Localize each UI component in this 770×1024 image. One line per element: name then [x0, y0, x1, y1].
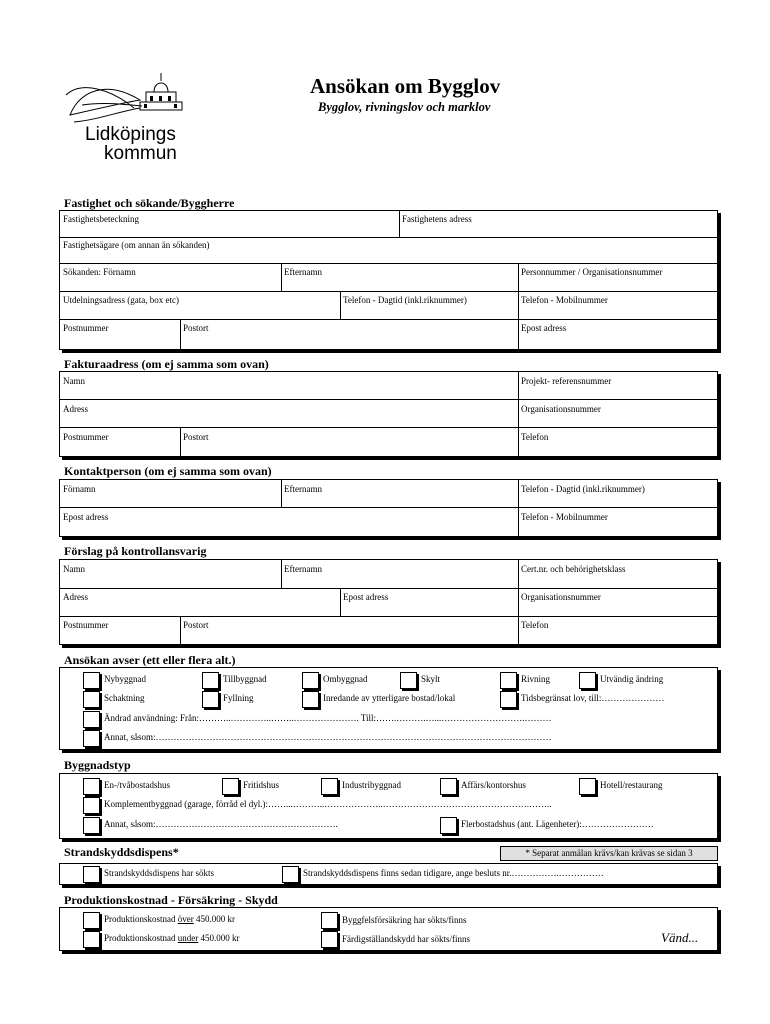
invoice-postort-field[interactable]: Postort	[183, 432, 209, 442]
applicant-table	[59, 210, 718, 350]
telefon-mobil-field[interactable]: Telefon - Mobilnummer	[521, 295, 608, 305]
nybyggnad-label: Nybyggnad	[104, 674, 146, 684]
strandskydd-sokts-label: Strandskyddsdispens har sökts	[104, 868, 214, 878]
industribyggnad-label: Industribyggnad	[342, 780, 401, 790]
section-heading-invoice: Fakturaadress (om ej samma som ovan)	[64, 357, 269, 371]
komplementbyggnad-checkbox[interactable]	[83, 797, 100, 814]
section-heading-inspector: Förslag på kontrollansvarig	[64, 544, 207, 558]
schaktning-label: Schaktning	[104, 693, 145, 703]
contact-telefon-dagtid-field[interactable]: Telefon - Dagtid (inkl.riknummer)	[521, 484, 645, 494]
invoice-telefon-field[interactable]: Telefon	[521, 432, 549, 442]
andrad-anvandning-label: Ändrad användning: Från:………..…………..……..…………………. Till:…….……….…...……………………….………	[104, 713, 552, 723]
inredande-checkbox[interactable]	[302, 691, 319, 708]
section-heading-production: Produktionskostnad - Försäkring - Skydd	[64, 893, 278, 907]
affars-kontorshus-label: Affärs/kontorshus	[461, 780, 526, 790]
contact-telefon-mobil-field[interactable]: Telefon - Mobilnummer	[521, 512, 608, 522]
separate-notice-note: * Separat anmälan krävs/kan krävas se sidan 3	[500, 846, 718, 861]
skylt-checkbox[interactable]	[400, 672, 417, 689]
fritidshus-label: Fritidshus	[243, 780, 280, 790]
tidsbegransat-checkbox[interactable]	[500, 691, 517, 708]
contact-fornamn-field[interactable]: Förnamn	[63, 484, 96, 494]
inspector-cert-field[interactable]: Cert.nr. och behörighetsklass	[521, 564, 626, 574]
ombyggnad-checkbox[interactable]	[302, 672, 319, 689]
invoice-namn-field[interactable]: Namn	[63, 376, 85, 386]
annat-building-checkbox[interactable]	[83, 817, 100, 834]
invoice-postnummer-field[interactable]: Postnummer	[63, 432, 109, 442]
affars-kontorshus-checkbox[interactable]	[440, 778, 457, 795]
invoice-projekt-field[interactable]: Projekt- referensnummer	[521, 376, 612, 386]
flerbostadshus-checkbox[interactable]	[440, 817, 457, 834]
personnummer-field[interactable]: Personnummer / Organisationsnummer	[521, 267, 663, 277]
tillbyggnad-label: Tillbyggnad	[223, 674, 267, 684]
hotell-restaurang-checkbox[interactable]	[579, 778, 596, 795]
turn-page-label: Vänd...	[661, 930, 699, 945]
industribyggnad-checkbox[interactable]	[321, 778, 338, 795]
fastighetens-adress-field[interactable]: Fastighetens adress	[402, 214, 472, 224]
schaktning-checkbox[interactable]	[83, 691, 100, 708]
byggfelsforsakring-checkbox[interactable]	[321, 912, 338, 929]
inspector-adress-field[interactable]: Adress	[63, 592, 88, 602]
produktionskostnad-under-checkbox[interactable]	[83, 931, 100, 948]
sokanden-efternamn-field[interactable]: Efternamn	[284, 267, 322, 277]
produktionskostnad-over-checkbox[interactable]	[83, 912, 100, 929]
section-heading-contact: Kontaktperson (om ej samma som ovan)	[64, 464, 272, 478]
section-heading-shoreline: Strandskyddsdispens*	[64, 845, 179, 859]
telefon-dagtid-field[interactable]: Telefon - Dagtid (inkl.riknummer)	[343, 295, 467, 305]
fastighetsbeteckning-field[interactable]: Fastighetsbeteckning	[63, 214, 139, 224]
inspector-table	[59, 559, 718, 645]
strandskydd-finns-label: Strandskyddsdispens finns sedan tidigare, ange besluts nr.…………….……………	[303, 868, 604, 878]
section-heading-building-type: Byggnadstyp	[64, 758, 131, 772]
invoice-orgnr-field[interactable]: Organisationsnummer	[521, 404, 601, 414]
inspector-postnummer-field[interactable]: Postnummer	[63, 620, 109, 630]
page-title: Ansökan om Bygglov	[310, 74, 501, 98]
annat-building-label: Annat, såsom:…………………………………………………….	[104, 819, 338, 829]
inspector-telefon-field[interactable]: Telefon	[521, 620, 549, 630]
utvandig-andring-checkbox[interactable]	[579, 672, 596, 689]
fardigstallandeskydd-label: Färdigställandskydd har sökts/finns	[342, 934, 470, 944]
rivning-checkbox[interactable]	[500, 672, 517, 689]
utvandig-andring-label: Utvändig ändring	[600, 674, 664, 684]
postnummer-field[interactable]: Postnummer	[63, 323, 109, 333]
inspector-epost-field[interactable]: Epost adress	[343, 592, 389, 602]
inredande-label: Inredande av ytterligare bostad/lokal	[323, 693, 456, 703]
rivning-label: Rivning	[521, 674, 551, 684]
fyllning-checkbox[interactable]	[202, 691, 219, 708]
strandskydd-sokts-checkbox[interactable]	[83, 866, 100, 883]
skylt-label: Skylt	[421, 674, 441, 684]
tillbyggnad-checkbox[interactable]	[202, 672, 219, 689]
fardigstallandeskydd-checkbox[interactable]	[321, 931, 338, 948]
hotell-restaurang-label: Hotell/restaurang	[600, 780, 663, 790]
section-heading-application: Ansökan avser (ett eller flera alt.)	[64, 653, 236, 667]
fastighetsagare-field[interactable]: Fastighetsägare (om annan än sökanden)	[63, 240, 210, 250]
logo-text-1: Lidköpings	[85, 124, 176, 145]
epost-field[interactable]: Epost adress	[521, 323, 567, 333]
en-tva-bostadshus-label: En-/tvåbostadshus	[104, 780, 170, 790]
invoice-table	[59, 371, 718, 457]
annat-application-checkbox[interactable]	[83, 730, 100, 747]
ombyggnad-label: Ombyggnad	[323, 674, 368, 684]
invoice-adress-field[interactable]: Adress	[63, 404, 88, 414]
strandskydd-finns-checkbox[interactable]	[282, 866, 299, 883]
section-heading-applicant: Fastighet och sökande/Byggherre	[64, 196, 235, 210]
contact-epost-field[interactable]: Epost adress	[63, 512, 109, 522]
contact-table	[59, 479, 718, 537]
inspector-namn-field[interactable]: Namn	[63, 564, 85, 574]
inspector-efternamn-field[interactable]: Efternamn	[284, 564, 322, 574]
sokanden-fornamn-field[interactable]: Sökanden: Förnamn	[63, 267, 136, 277]
produktionskostnad-over-label: Produktionskostnad över 450.000 kr	[104, 914, 236, 924]
fritidshus-checkbox[interactable]	[222, 778, 239, 795]
postort-field[interactable]: Postort	[183, 323, 209, 333]
byggfelsforsakring-label: Byggfelsförsäkring har sökts/finns	[342, 915, 467, 925]
en-tva-bostadshus-checkbox[interactable]	[83, 778, 100, 795]
andrad-anvandning-checkbox[interactable]	[83, 711, 100, 728]
tidsbegransat-label: Tidsbegränsat lov, till:…………………	[521, 693, 665, 703]
inspector-postort-field[interactable]: Postort	[183, 620, 209, 630]
fyllning-label: Fyllning	[223, 693, 254, 703]
page-subtitle: Bygglov, rivningslov och marklov	[318, 100, 491, 114]
nybyggnad-checkbox[interactable]	[83, 672, 100, 689]
annat-application-label: Annat, såsom:……………………………………………………………………………………………………………………	[104, 732, 552, 742]
komplementbyggnad-label: Komplementbyggnad (garage, förråd el dyl.):……...………..………………..………………………………………….……..	[104, 799, 552, 809]
logo-text-2: kommun	[104, 143, 177, 164]
flerbostadshus-label: Flerbostadshus (ant. Lägenheter):……………………	[461, 819, 654, 829]
inspector-orgnr-field[interactable]: Organisationsnummer	[521, 592, 601, 602]
produktionskostnad-under-label: Produktionskostnad under 450.000 kr	[104, 933, 240, 943]
utdelningsadress-field[interactable]: Utdelningsadress (gata, box etc)	[63, 295, 179, 305]
contact-efternamn-field[interactable]: Efternamn	[284, 484, 322, 494]
